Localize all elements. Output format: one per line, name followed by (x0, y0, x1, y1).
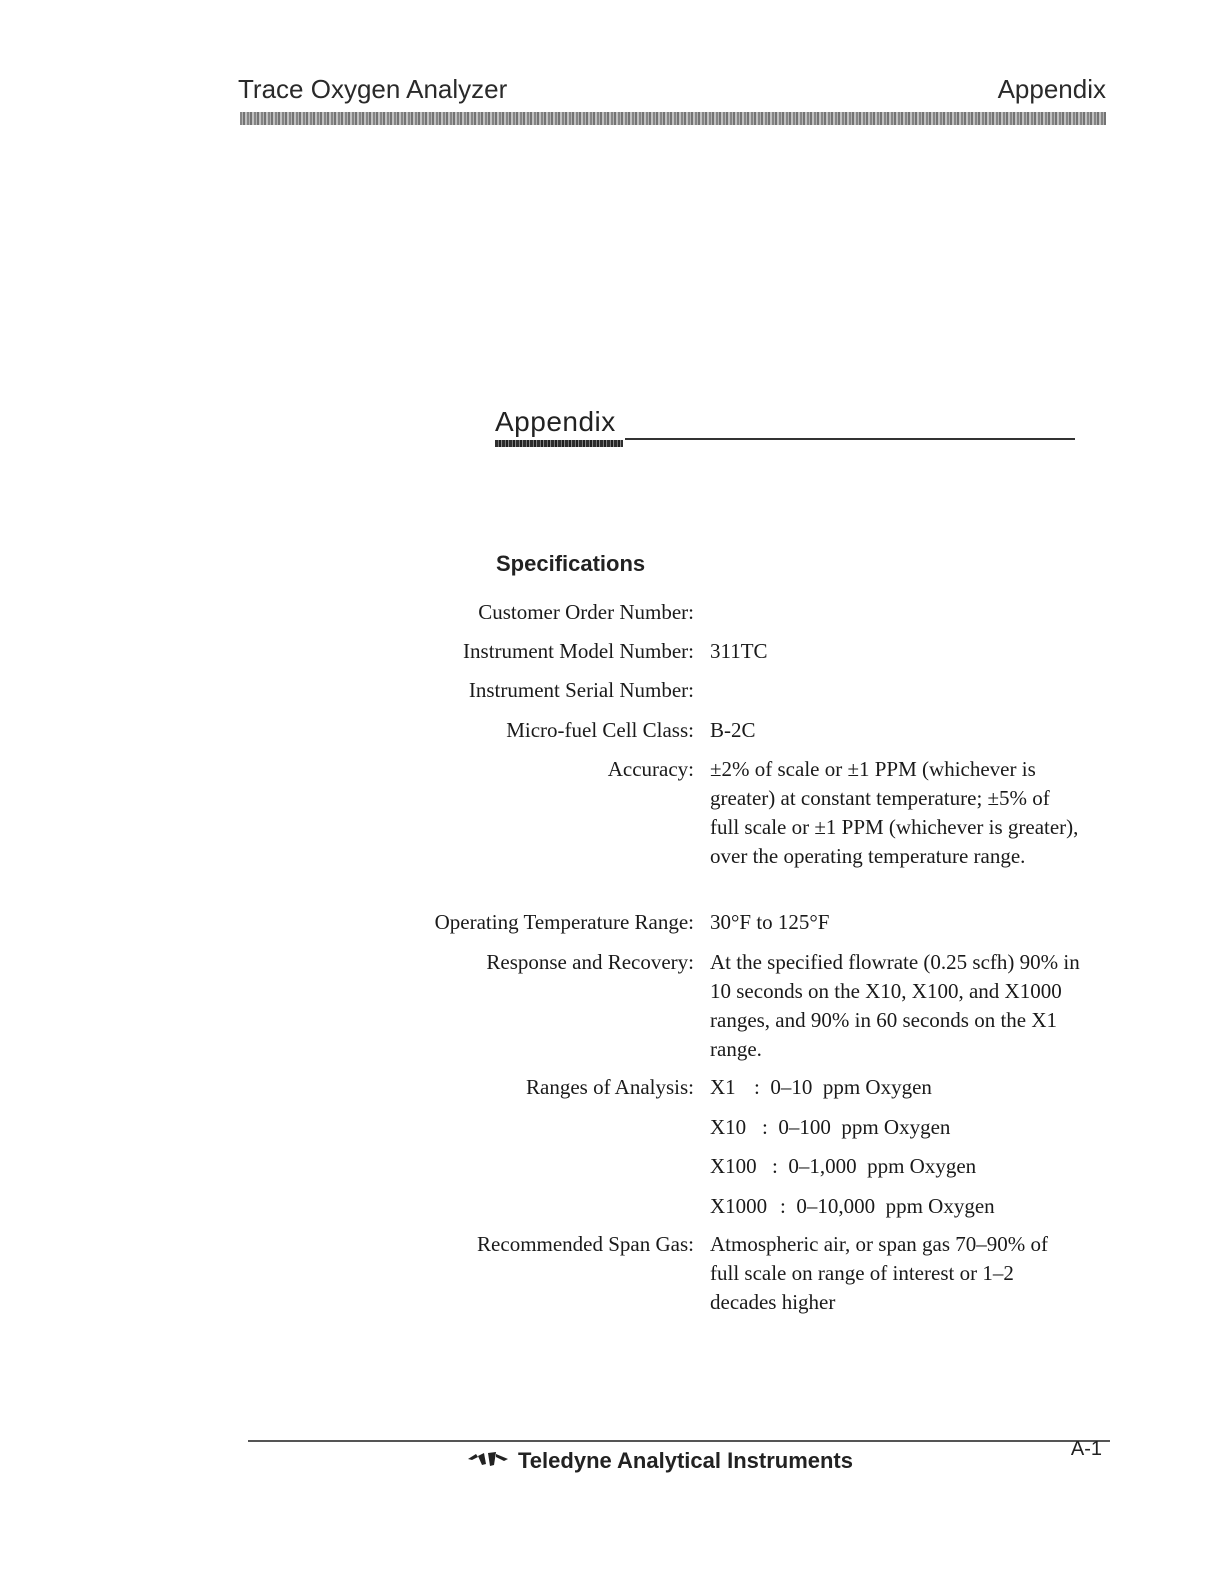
range-code: X100 (710, 1154, 757, 1178)
ranges-list (710, 1073, 1082, 1231)
range-code: X1000 (710, 1193, 768, 1218)
spec-value: B-2C (710, 718, 756, 742)
range-separator: : (780, 1193, 797, 1218)
range-span: 0–1,000 ppm Oxygen (788, 1154, 977, 1178)
header-title-right: Appendix (997, 74, 1106, 104)
spec-label: Ranges of Analysis: (526, 1075, 694, 1099)
spec-label: Accuracy: (607, 757, 694, 781)
range-span: 0–10,000 ppm Oxygen (796, 1193, 995, 1218)
range-item (710, 1152, 1082, 1192)
spec-label: Operating Temperature Range: (434, 910, 694, 934)
range-separator: : (754, 1075, 771, 1099)
spec-label: Micro-fuel Cell Class: (506, 718, 694, 742)
chapter-title: Appendix (495, 406, 616, 437)
spec-label: Instrument Model Number: (463, 639, 694, 663)
range-separator: : (762, 1114, 779, 1139)
spec-label: Response and Recovery: (486, 950, 694, 974)
chapter-bar (495, 440, 623, 447)
spec-label: Instrument Serial Number: (468, 678, 694, 702)
range-span: 0–10 ppm Oxygen (770, 1075, 932, 1099)
range-item (710, 1113, 1082, 1153)
range-item (710, 1192, 1082, 1232)
spec-value: At the specified flowrate (0.25 scfh) 90% in 10 seconds on the X10, X100, and X1000 ranges, and 90% in 60 seconds on the X1 range. (710, 950, 1080, 1061)
running-header (238, 74, 1106, 134)
spec-value: 30°F to 125°F (710, 910, 830, 934)
footer-company-name: Teledyne Analytical Instruments (518, 1448, 853, 1473)
teledyne-logo-icon (466, 1450, 510, 1468)
chapter-title-block (495, 406, 1075, 452)
spec-label: Recommended Span Gas: (477, 1232, 694, 1256)
spec-value: 311TC (710, 639, 768, 663)
spec-value: Atmospheric air, or span gas 70–90% of full scale on range of interest or 1–2 decades higher (710, 1232, 1048, 1314)
range-code: X10 (710, 1114, 747, 1139)
range-item (710, 1073, 1082, 1113)
header-rule (240, 112, 1106, 125)
section-heading: Specifications (496, 551, 646, 576)
range-separator: : (772, 1154, 789, 1178)
range-code: X1 (710, 1075, 736, 1099)
spec-label: Customer Order Number: (478, 600, 694, 624)
page-number: A-1 (1070, 1438, 1102, 1460)
spec-value: ±2% of scale or ±1 PPM (whichever is greater) at constant temperature; ±5% of full scale or ±1 PPM (whichever is greater), over the operating temperature range. (710, 757, 1079, 868)
page-footer (248, 1440, 1110, 1480)
header-title-left: Trace Oxygen Analyzer (238, 74, 508, 104)
footer-rule (248, 1440, 1110, 1442)
range-span: 0–100 ppm Oxygen (778, 1114, 951, 1139)
chapter-underline (625, 438, 1075, 440)
